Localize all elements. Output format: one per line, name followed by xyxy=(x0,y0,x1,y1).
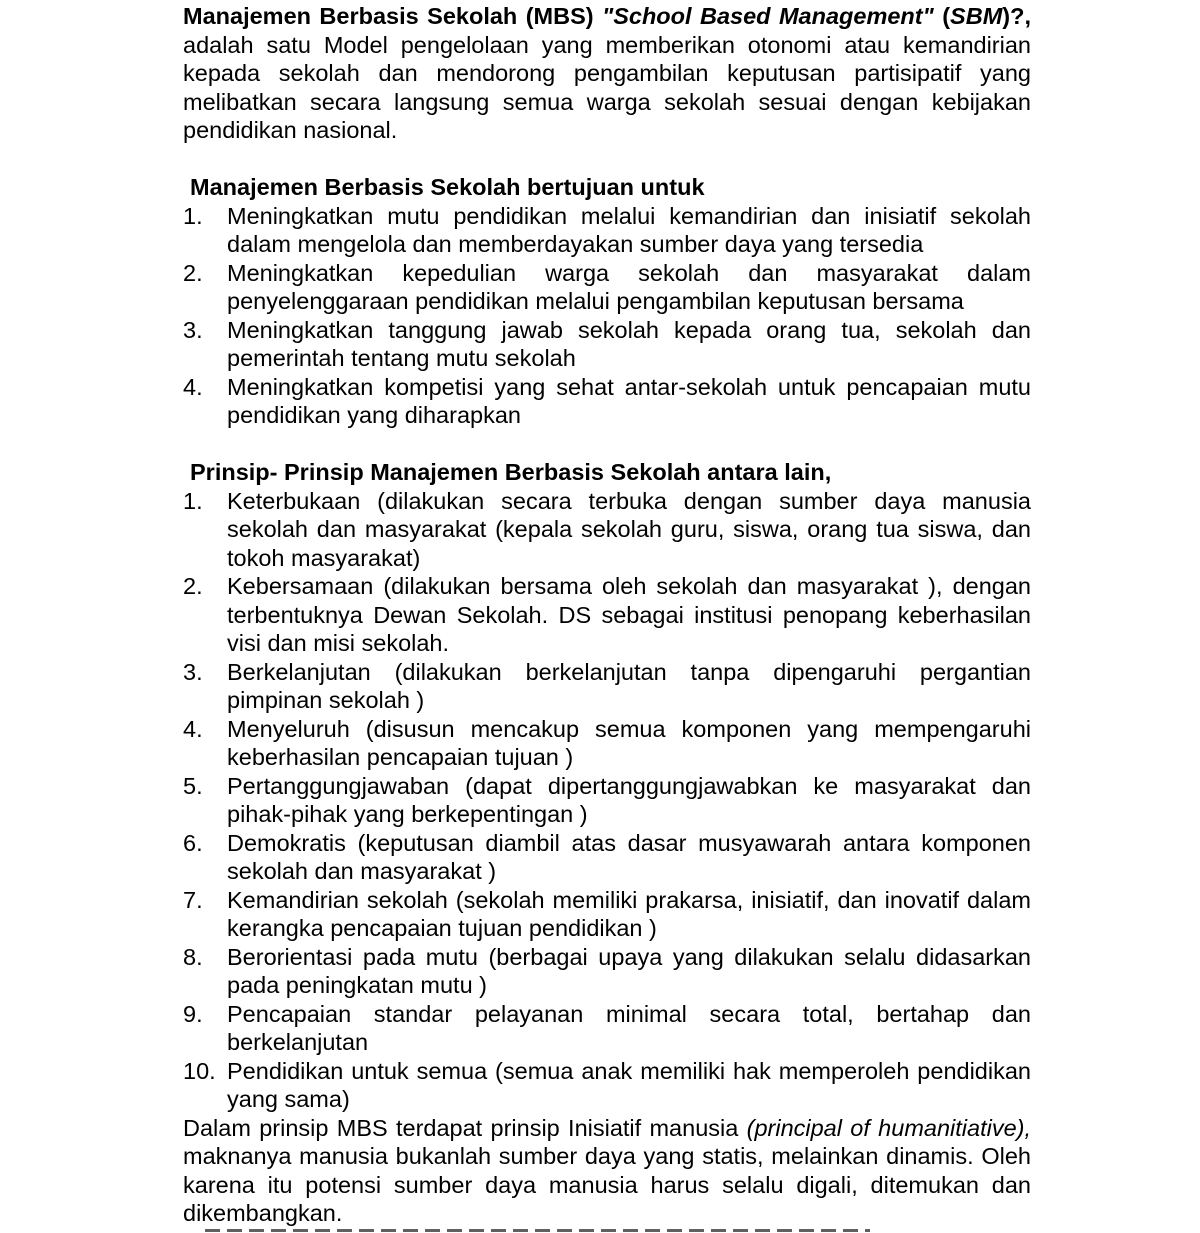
list-item-number: 5. xyxy=(183,772,203,799)
list-item-text: Meningkatkan kepedulian warga sekolah dan masyarakat dalam penyelenggaraan pendidikan melalui pengambilan keputusan bersama xyxy=(227,259,1031,314)
list-item-text: Pencapaian standar pelayanan minimal secara total, bertahap dan berkelanjutan xyxy=(227,1000,1031,1055)
list-item xyxy=(183,715,1031,772)
list-item xyxy=(183,202,1031,259)
intro-english-title: "School Based Management" xyxy=(602,3,934,29)
list-item-number: 6. xyxy=(183,829,203,856)
list-item-text: Pendidikan untuk semua (semua anak memiliki hak memperoleh pendidikan yang sama) xyxy=(227,1057,1031,1112)
list-item-text: Berkelanjutan (dilakukan berkelanjutan tanpa dipengaruhi pergantian pimpinan sekolah ) xyxy=(227,658,1031,713)
list-item-number: 4. xyxy=(183,715,203,742)
objectives-heading: Manajemen Berbasis Sekolah bertujuan untuk xyxy=(190,174,705,200)
list-item-number: 9. xyxy=(183,1000,203,1027)
intro-bold-tail: )?, xyxy=(1002,3,1031,29)
list-item xyxy=(183,829,1031,886)
list-item xyxy=(183,487,1031,573)
list-item xyxy=(183,658,1031,715)
closing-lead: Dalam prinsip MBS terdapat prinsip Inisiatif manusia xyxy=(183,1114,747,1141)
closing-italic-phrase: (principal of humanitiative), xyxy=(746,1114,1031,1141)
list-item-text: Menyeluruh (disusun mencakup semua komponen yang mempengaruhi keberhasilan pencapaian tujuan ) xyxy=(227,715,1031,770)
list-item-text: Kebersamaan (dilakukan bersama oleh sekolah dan masyarakat ), dengan terbentuknya Dewan Sekolah. DS sebagai institusi penopang keberhasilan visi dan misi sekolah. xyxy=(227,573,1031,656)
intro-paragraph xyxy=(183,2,1031,145)
cutoff-text-artifact xyxy=(205,1229,870,1232)
list-item xyxy=(183,316,1031,373)
intro-sbm-abbrev: SBM xyxy=(950,3,1003,29)
list-item-text: Berorientasi pada mutu (berbagai upaya yang dilakukan selalu didasarkan pada peningkatan mutu ) xyxy=(227,943,1031,998)
intro-bold-mid: ( xyxy=(933,3,951,29)
list-item-text: Kemandirian sekolah (sekolah memiliki prakarsa, inisiatif, dan inovatif dalam kerangka pencapaian tujuan pendidikan ) xyxy=(227,886,1031,941)
list-item-number: 2. xyxy=(183,259,203,286)
intro-body-text: adalah satu Model pengelolaan yang memberikan otonomi atau kemandirian kepada sekolah dan mendorong pengambilan keputusan partisipatif yang melibatkan secara langsung semua warga sekolah sesuai dengan kebijakan pendidikan nasional. xyxy=(183,31,1031,143)
list-item xyxy=(183,572,1031,658)
list-item xyxy=(183,1057,1031,1114)
list-item-number: 3. xyxy=(183,658,203,685)
list-item-text: Meningkatkan kompetisi yang sehat antar-sekolah untuk pencapaian mutu pendidikan yang diharapkan xyxy=(227,373,1031,428)
list-item-text: Keterbukaan (dilakukan secara terbuka dengan sumber daya manusia sekolah dan masyarakat (kepala sekolah guru, siswa, orang tua siswa, dan tokoh masyarakat) xyxy=(227,487,1031,571)
list-item xyxy=(183,772,1031,829)
intro-bold-lead: Manajemen Berbasis Sekolah (MBS) xyxy=(183,3,603,29)
list-item-number: 8. xyxy=(183,943,203,970)
list-item-number: 1. xyxy=(183,202,203,229)
closing-paragraph xyxy=(183,1114,1031,1228)
list-item xyxy=(183,259,1031,316)
list-item-text: Meningkatkan mutu pendidikan melalui kemandirian dan inisiatif sekolah dalam mengelola dan memberdayakan sumber daya yang tersedia xyxy=(227,202,1031,257)
list-item-number: 4. xyxy=(183,373,203,400)
list-item-text: Pertanggungjawaban (dapat dipertanggungjawabkan ke masyarakat dan pihak-pihak yang berkepentingan ) xyxy=(227,772,1031,827)
list-item-number: 1. xyxy=(183,487,203,514)
list-item xyxy=(183,886,1031,943)
list-item xyxy=(183,373,1031,430)
list-item-number: 3. xyxy=(183,316,203,343)
principles-list xyxy=(183,487,1031,1114)
principles-heading: Prinsip- Prinsip Manajemen Berbasis Sekolah antara lain, xyxy=(190,459,832,485)
list-item-number: 2. xyxy=(183,573,203,599)
list-item xyxy=(183,1000,1031,1057)
list-item xyxy=(183,943,1031,1000)
list-item-text: Meningkatkan tanggung jawab sekolah kepada orang tua, sekolah dan pemerintah tentang mutu sekolah xyxy=(227,316,1031,371)
objectives-list xyxy=(183,202,1031,430)
closing-tail: maknanya manusia bukanlah sumber daya yang statis, melainkan dinamis. Oleh karena itu potensi sumber daya manusia harus selalu digali, ditemukan dan dikembangkan. xyxy=(183,1143,1031,1226)
list-item-text: Demokratis (keputusan diambil atas dasar musyawarah antara komponen sekolah dan masyarakat ) xyxy=(227,829,1031,884)
list-item-number: 10. xyxy=(183,1057,216,1084)
list-item-number: 7. xyxy=(183,886,203,913)
